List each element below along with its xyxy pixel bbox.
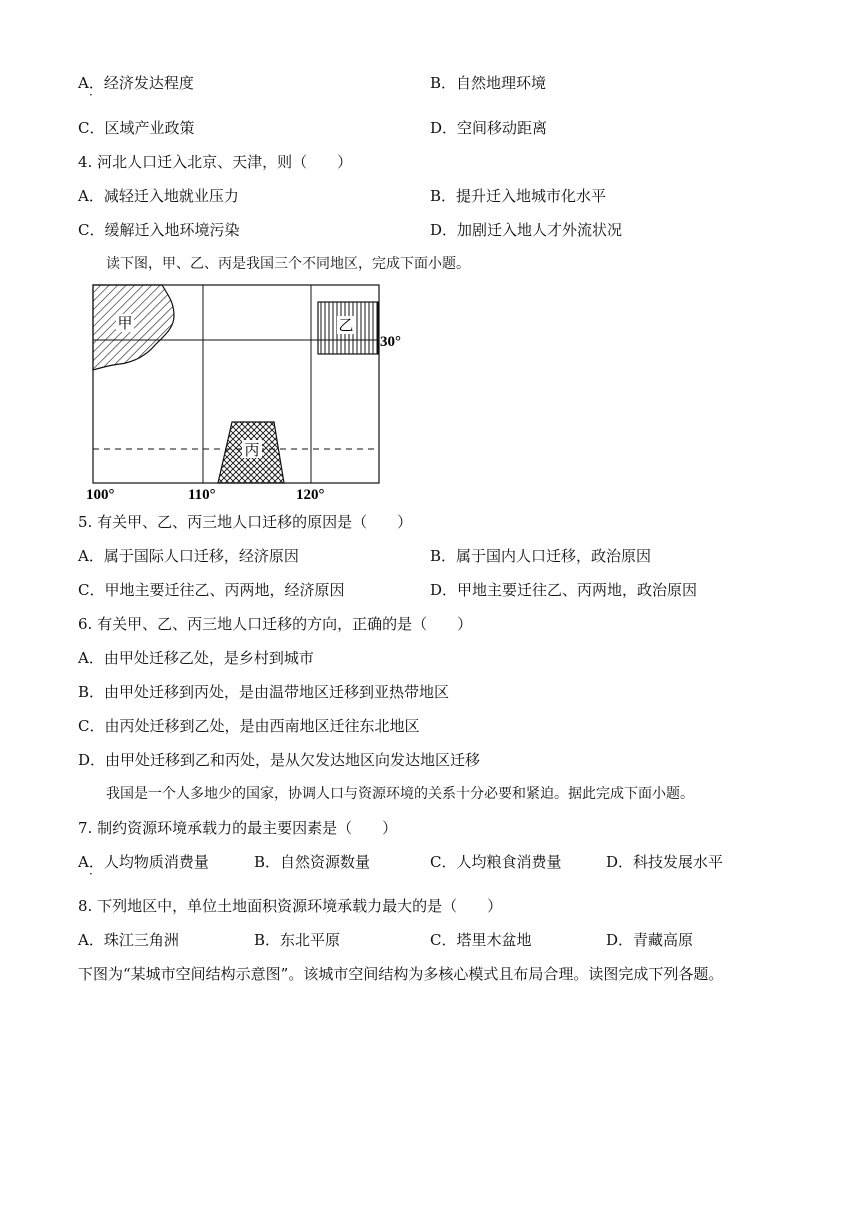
latitude-label: 30° xyxy=(380,334,401,350)
q4-option-a: A．减轻迁入地就业压力 xyxy=(78,187,239,205)
q7-option-a: A．人均物质消费量 xyxy=(78,853,209,871)
q7-stem: 7. 制约资源环境承载力的最主要因素是（ ） xyxy=(78,819,398,837)
region-jia-label: 甲 xyxy=(117,316,133,332)
q5-option-c: C．甲地主要迁往乙、丙两地，经济原因 xyxy=(78,581,345,599)
emphasis-dot: · xyxy=(89,88,93,102)
map-intro: 读下图，甲、乙、丙是我国三个不同地区，完成下面小题。 xyxy=(106,256,470,272)
resources-intro: 我国是一个人多地少的国家，协调人口与资源环境的关系十分必要和紧迫。据此完成下面小题。 xyxy=(106,786,694,802)
q5-option-a: A．属于国际人口迁移，经济原因 xyxy=(78,547,299,565)
q4-stem: 4. 河北人口迁入北京、天津，则（ ） xyxy=(78,153,353,171)
q4-option-c: C．缓解迁入地环境污染 xyxy=(78,221,240,239)
q6-option-d: D．由甲处迁移到乙和丙处，是从欠发达地区向发达地区迁移 xyxy=(78,751,481,769)
q3-option-b: B．自然地理环境 xyxy=(430,74,547,92)
q8-stem: 8. 下列地区中，单位土地面积资源环境承载力最大的是（ ） xyxy=(78,897,503,915)
q6-option-a: A．由甲处迁移乙处，是乡村到城市 xyxy=(78,649,314,667)
q5-option-b: B．属于国内人口迁移，政治原因 xyxy=(430,547,652,565)
q7-option-d: D．科技发展水平 xyxy=(606,853,724,871)
q4-option-d: D．加剧迁入地人才外流状况 xyxy=(430,221,623,239)
q7-option-c: C．人均粮食消费量 xyxy=(430,853,562,871)
q8-option-a: A．珠江三角洲 xyxy=(78,931,179,949)
region-bing-label: 丙 xyxy=(244,443,260,459)
q5-stem: 5. 有关甲、乙、丙三地人口迁移的原因是（ ） xyxy=(78,513,413,531)
q3-option-c: C．区域产业政策 xyxy=(78,119,195,137)
q6-option-c: C．由丙处迁移到乙处，是由西南地区迁往东北地区 xyxy=(78,717,420,735)
longitude-label-120: 120° xyxy=(296,487,325,503)
q6-stem: 6. 有关甲、乙、丙三地人口迁移的方向，正确的是（ ） xyxy=(78,615,473,633)
q5-option-d: D．甲地主要迁往乙、丙两地，政治原因 xyxy=(430,581,698,599)
q3-option-d: D．空间移动距离 xyxy=(430,119,548,137)
longitude-label-100: 100° xyxy=(86,487,115,503)
q8-option-c: C．塔里木盆地 xyxy=(430,931,532,949)
emphasis-dot: · xyxy=(89,867,93,881)
q3-option-a: A．经济发达程度 xyxy=(78,74,194,92)
region-map xyxy=(80,280,410,505)
q7-option-b: B．自然资源数量 xyxy=(254,853,371,871)
longitude-label-110: 110° xyxy=(188,487,216,503)
q6-option-b: B．由甲处迁移到丙处，是由温带地区迁移到亚热带地区 xyxy=(78,683,450,701)
q8-option-b: B．东北平原 xyxy=(254,931,341,949)
q4-option-b: B．提升迁入地城市化水平 xyxy=(430,187,607,205)
q8-option-d: D．青藏高原 xyxy=(606,931,694,949)
region-yi-label: 乙 xyxy=(338,318,354,334)
city-intro: 下图为“某城市空间结构示意图”。该城市空间结构为多核心模式且布局合理。读图完成下列各题。 xyxy=(78,965,724,983)
